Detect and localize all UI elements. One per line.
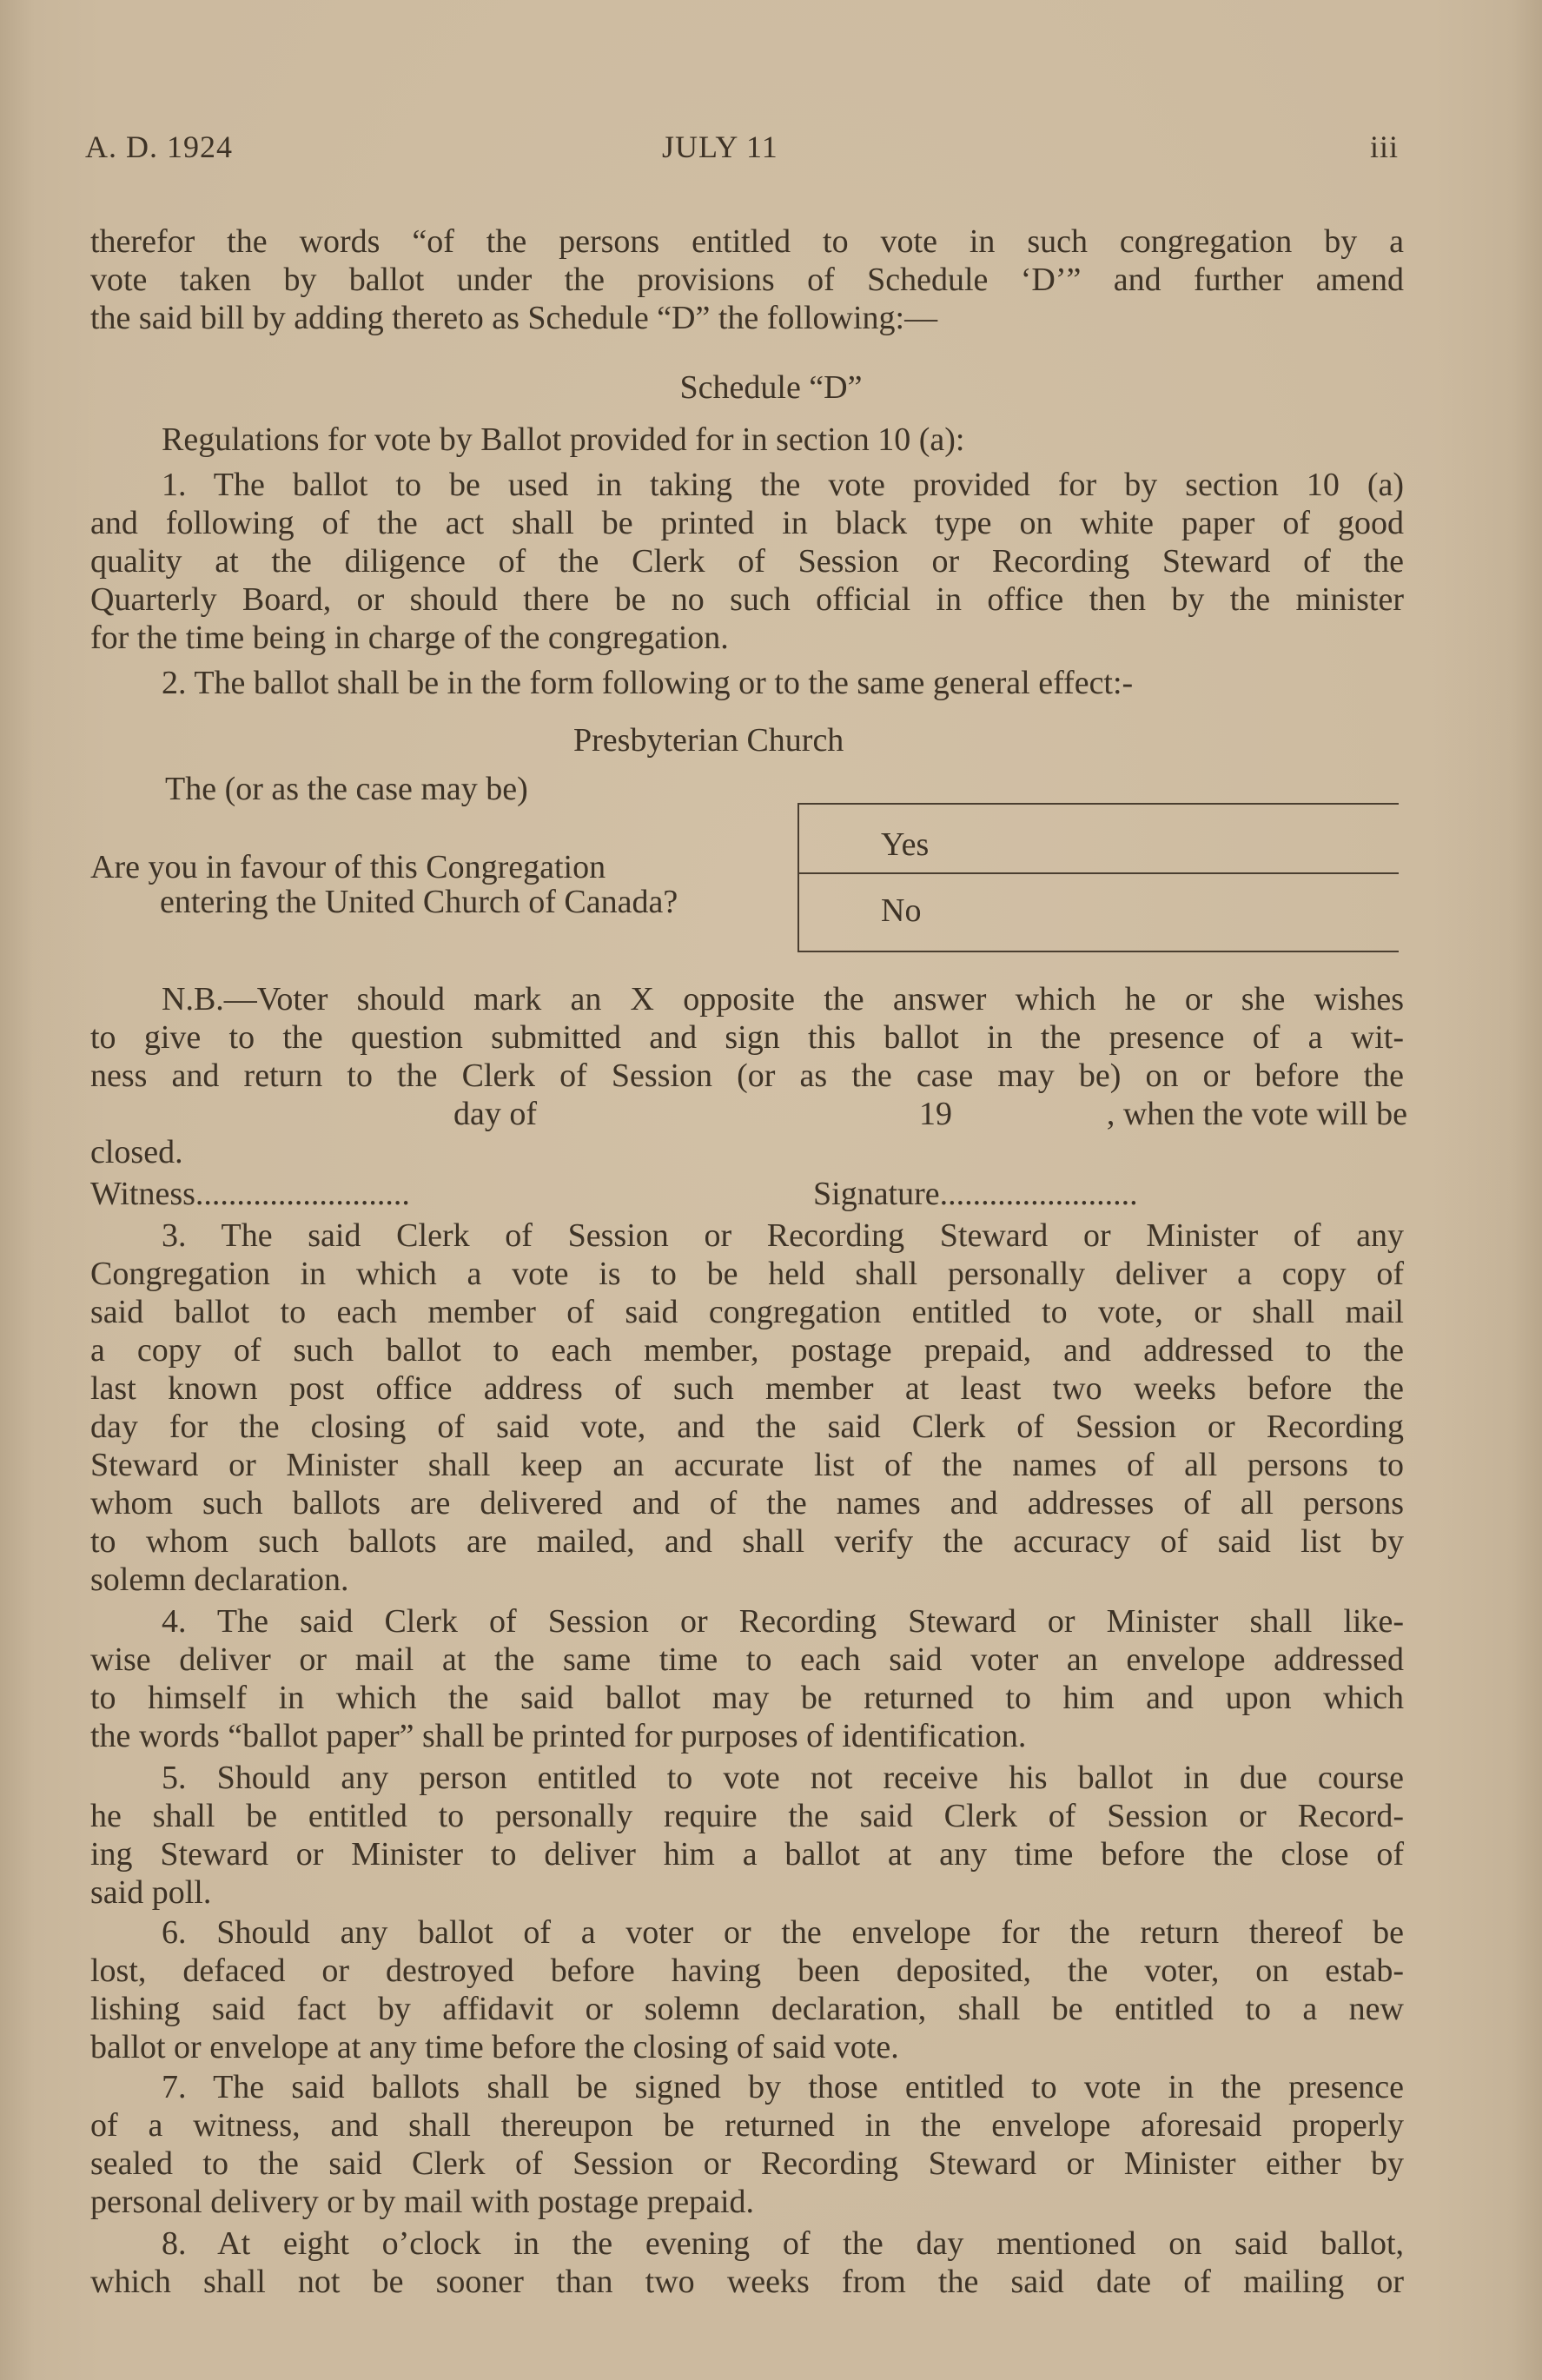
nb-vote-closed-line: , when the vote will be (1106, 1096, 1407, 1132)
intro-line-1: therefor the words “of the persons entitled to vote in such congregation by a (90, 223, 1404, 260)
regulations-heading: Regulations for vote by Ballot provided for in section 10 (a): (162, 421, 965, 458)
ballot-rule-middle (799, 872, 1399, 874)
para4-line-4: the words “ballot paper” shall be printed for purposes of identification. (90, 1718, 1027, 1754)
ballot-the-line: The (or as the case may be) (165, 771, 528, 807)
nb-line-1: N.B.—Voter should mark an X opposite the answer which he or she wishes (162, 981, 1404, 1018)
para7-line-4: personal delivery or by mail with postage prepaid. (90, 2184, 755, 2220)
para2: 2. The ballot shall be in the form following or to the same general effect:- (162, 665, 1134, 701)
para3-line-6: day for the closing of said vote, and the said Clerk of Session or Recording (90, 1409, 1404, 1445)
para8-line-1: 8. At eight o’clock in the evening of the day mentioned on said ballot, (162, 2225, 1404, 2262)
signature-row (90, 1175, 1404, 1213)
para8-line-2: which shall not be sooner than two weeks from the said date of mailing or (90, 2264, 1404, 2300)
nb-line-3: ness and return to the Clerk of Session (or as the case may be) on or before the (90, 1057, 1404, 1094)
para7-line-1: 7. The said ballots shall be signed by those entitled to vote in the presence (162, 2069, 1404, 2105)
ballot-rule-bottom (799, 951, 1399, 952)
para4-line-1: 4. The said Clerk of Session or Recording Steward or Minister shall like- (162, 1603, 1404, 1640)
para6-line-3: lishing said fact by affidavit or solemn declaration, shall be entitled to a new (90, 1991, 1404, 2027)
running-head (85, 129, 1399, 172)
intro-line-2: vote taken by ballot under the provisions of Schedule ‘D’” and further amend (90, 262, 1404, 298)
para5-line-4: said poll. (90, 1874, 212, 1911)
intro-line-3: the said bill by adding thereto as Schedule “D” the following:— (90, 300, 938, 336)
nb-line-2: to give to the question submitted and sign this ballot in the presence of a wit- (90, 1019, 1404, 1056)
para3-line-9: to whom such ballots are mailed, and shall verify the accuracy of said list by (90, 1523, 1404, 1560)
para3-line-2: Congregation in which a vote is to be held shall personally deliver a copy of (90, 1256, 1404, 1292)
para3-line-10: solemn declaration. (90, 1561, 349, 1598)
para1-line-4: Quarterly Board, or should there be no such official in office then by the minister (90, 581, 1404, 618)
ballot-yes: Yes (881, 826, 930, 863)
ballot-church: Presbyterian Church (573, 722, 844, 759)
para3-line-8: whom such ballots are delivered and of the names and addresses of all persons (90, 1485, 1404, 1521)
para3-line-4: a copy of such ballot to each member, postage prepaid, and addressed to the (90, 1332, 1404, 1369)
para3-line-3: said ballot to each member of said congregation entitled to vote, or shall mail (90, 1294, 1404, 1330)
signature-line: Signature........................ (813, 1176, 1138, 1212)
header-year: A. D. 1924 (85, 129, 233, 164)
para6-line-1: 6. Should any ballot of a voter or the envelope for the return thereof be (162, 1914, 1404, 1951)
para5-line-2: he shall be entitled to personally require the said Clerk of Session or Record- (90, 1798, 1404, 1834)
nb-closed: closed. (90, 1134, 183, 1170)
page-number: iii (1369, 129, 1399, 164)
para7-line-3: sealed to the said Clerk of Session or Recording Steward or Minister either by (90, 2145, 1404, 2182)
ballot-rule-top (799, 803, 1399, 805)
para1-line-1: 1. The ballot to be used in taking the vote provided for by section 10 (a) (162, 467, 1404, 503)
para1-line-2: and following of the act shall be printed in black type on white paper of good (90, 505, 1404, 541)
ballot-question-line-1: Are you in favour of this Congregation (90, 849, 606, 885)
header-date: JULY 11 (662, 129, 778, 164)
nb-day-of: day of (453, 1096, 538, 1132)
schedule-title: Schedule “D” (679, 369, 863, 406)
witness-line: Witness.......................... (90, 1176, 410, 1212)
ballot-answer-box (797, 803, 1399, 952)
para1-line-3: quality at the diligence of the Clerk of Session or Recording Steward of the (90, 543, 1404, 580)
ballot-question-line-2: entering the United Church of Canada? (160, 884, 678, 920)
para6-line-4: ballot or envelope at any time before the closing of said vote. (90, 2029, 899, 2065)
para4-line-2: wise deliver or mail at the same time to each said voter an envelope addressed (90, 1641, 1404, 1678)
para3-line-5: last known post office address of such member at least two weeks before the (90, 1370, 1404, 1407)
para7-line-2: of a witness, and shall thereupon be returned in the envelope aforesaid properly (90, 2107, 1404, 2144)
para4-line-3: to himself in which the said ballot may be returned to him and upon which (90, 1680, 1404, 1716)
ballot-no: No (881, 892, 922, 929)
para5-line-3: ing Steward or Minister to deliver him a ballot at any time before the close of (90, 1836, 1404, 1873)
nb-year: 19 (919, 1096, 952, 1132)
para6-line-2: lost, defaced or destroyed before having been deposited, the voter, on estab- (90, 1952, 1404, 1989)
para3-line-1: 3. The said Clerk of Session or Recording Steward or Minister of any (162, 1217, 1404, 1254)
para3-line-7: Steward or Minister shall keep an accurate list of the names of all persons to (90, 1447, 1404, 1483)
para1-line-5: for the time being in charge of the congregation. (90, 620, 729, 656)
para5-line-1: 5. Should any person entitled to vote not receive his ballot in due course (162, 1760, 1404, 1796)
